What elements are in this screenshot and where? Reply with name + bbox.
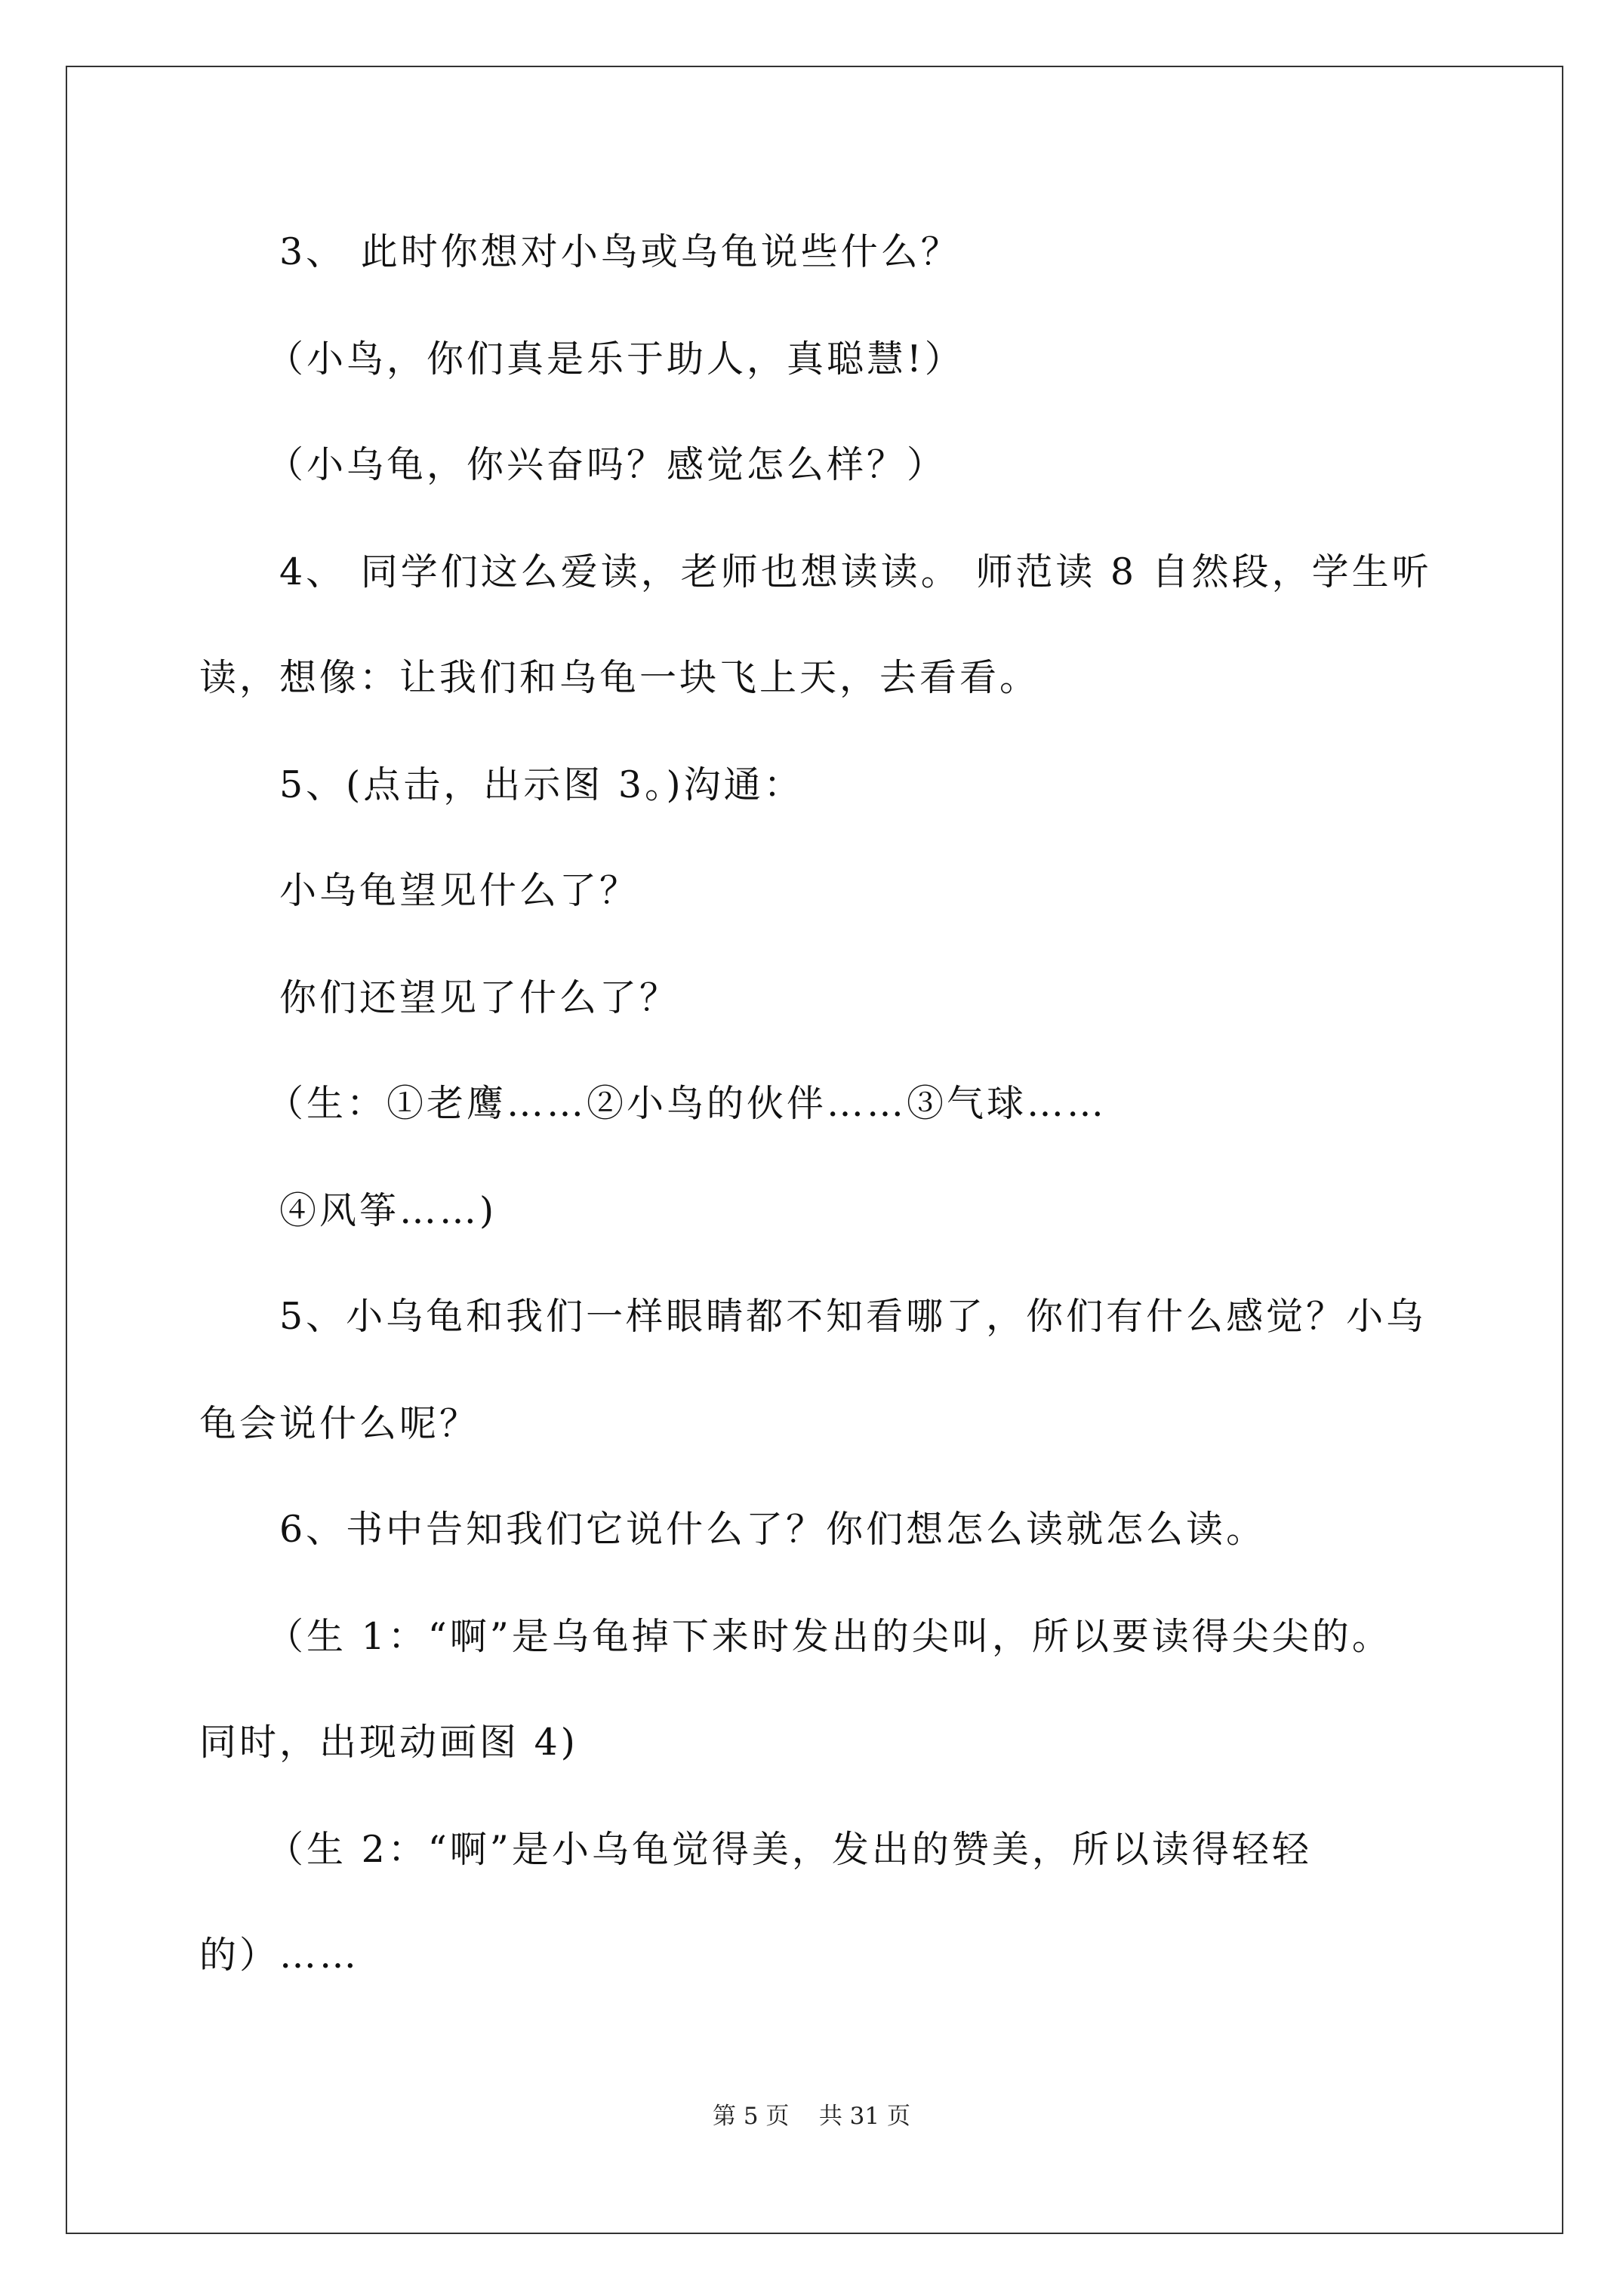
student-answers-cont: ④风筝……) [279,1189,497,1232]
question-3: 3、 此时你想对小鸟或乌龟说些什么？ [279,230,961,273]
step-5b-line-2: 龟会说什么呢？ [199,1402,480,1445]
student-1-line-1: （生 1：“啊”是乌龟掉下来时发出的尖叫，所以要读得尖尖的。 [266,1615,1392,1658]
page-number: 第 5 页 共 31 页 [712,2103,910,2130]
student-2-line-2: 的）…… [199,1934,360,1977]
step-5b-line-1: 5、小乌龟和我们一样眼睛都不知看哪了，你们有什么感觉？小乌 [279,1295,1427,1338]
step-4-line-1: 4、 同学们这么爱读，老师也想读读。 师范读 8 自然段，学生听 [279,550,1432,593]
question-you-see: 你们还望见了什么了？ [279,976,680,1019]
step-5-communicate: 5、(点击，出示图 3。)沟通： [279,763,804,806]
student-1-line-2: 同时，出现动画图 4) [199,1721,578,1764]
step-6: 6、书中告知我们它说什么了？你们想怎么读就怎么读。 [279,1508,1267,1551]
page-border [66,66,1563,2234]
student-answers: （生：①老鹰……②小鸟的伙伴……③气球…… [266,1082,1107,1125]
step-4-line-2: 读，想像：让我们和乌龟一块飞上天，去看看。 [199,656,1040,699]
answer-bird: （小鸟，你们真是乐于助人，真聪慧!） [266,337,965,381]
answer-turtle: （小乌龟，你兴奋吗？感觉怎么样？） [266,443,947,486]
student-2-line-1: （生 2：“啊”是小乌龟觉得美，发出的赞美，所以读得轻轻 [266,1828,1312,1871]
question-turtle-sees: 小乌龟望见什么了？ [279,869,640,912]
